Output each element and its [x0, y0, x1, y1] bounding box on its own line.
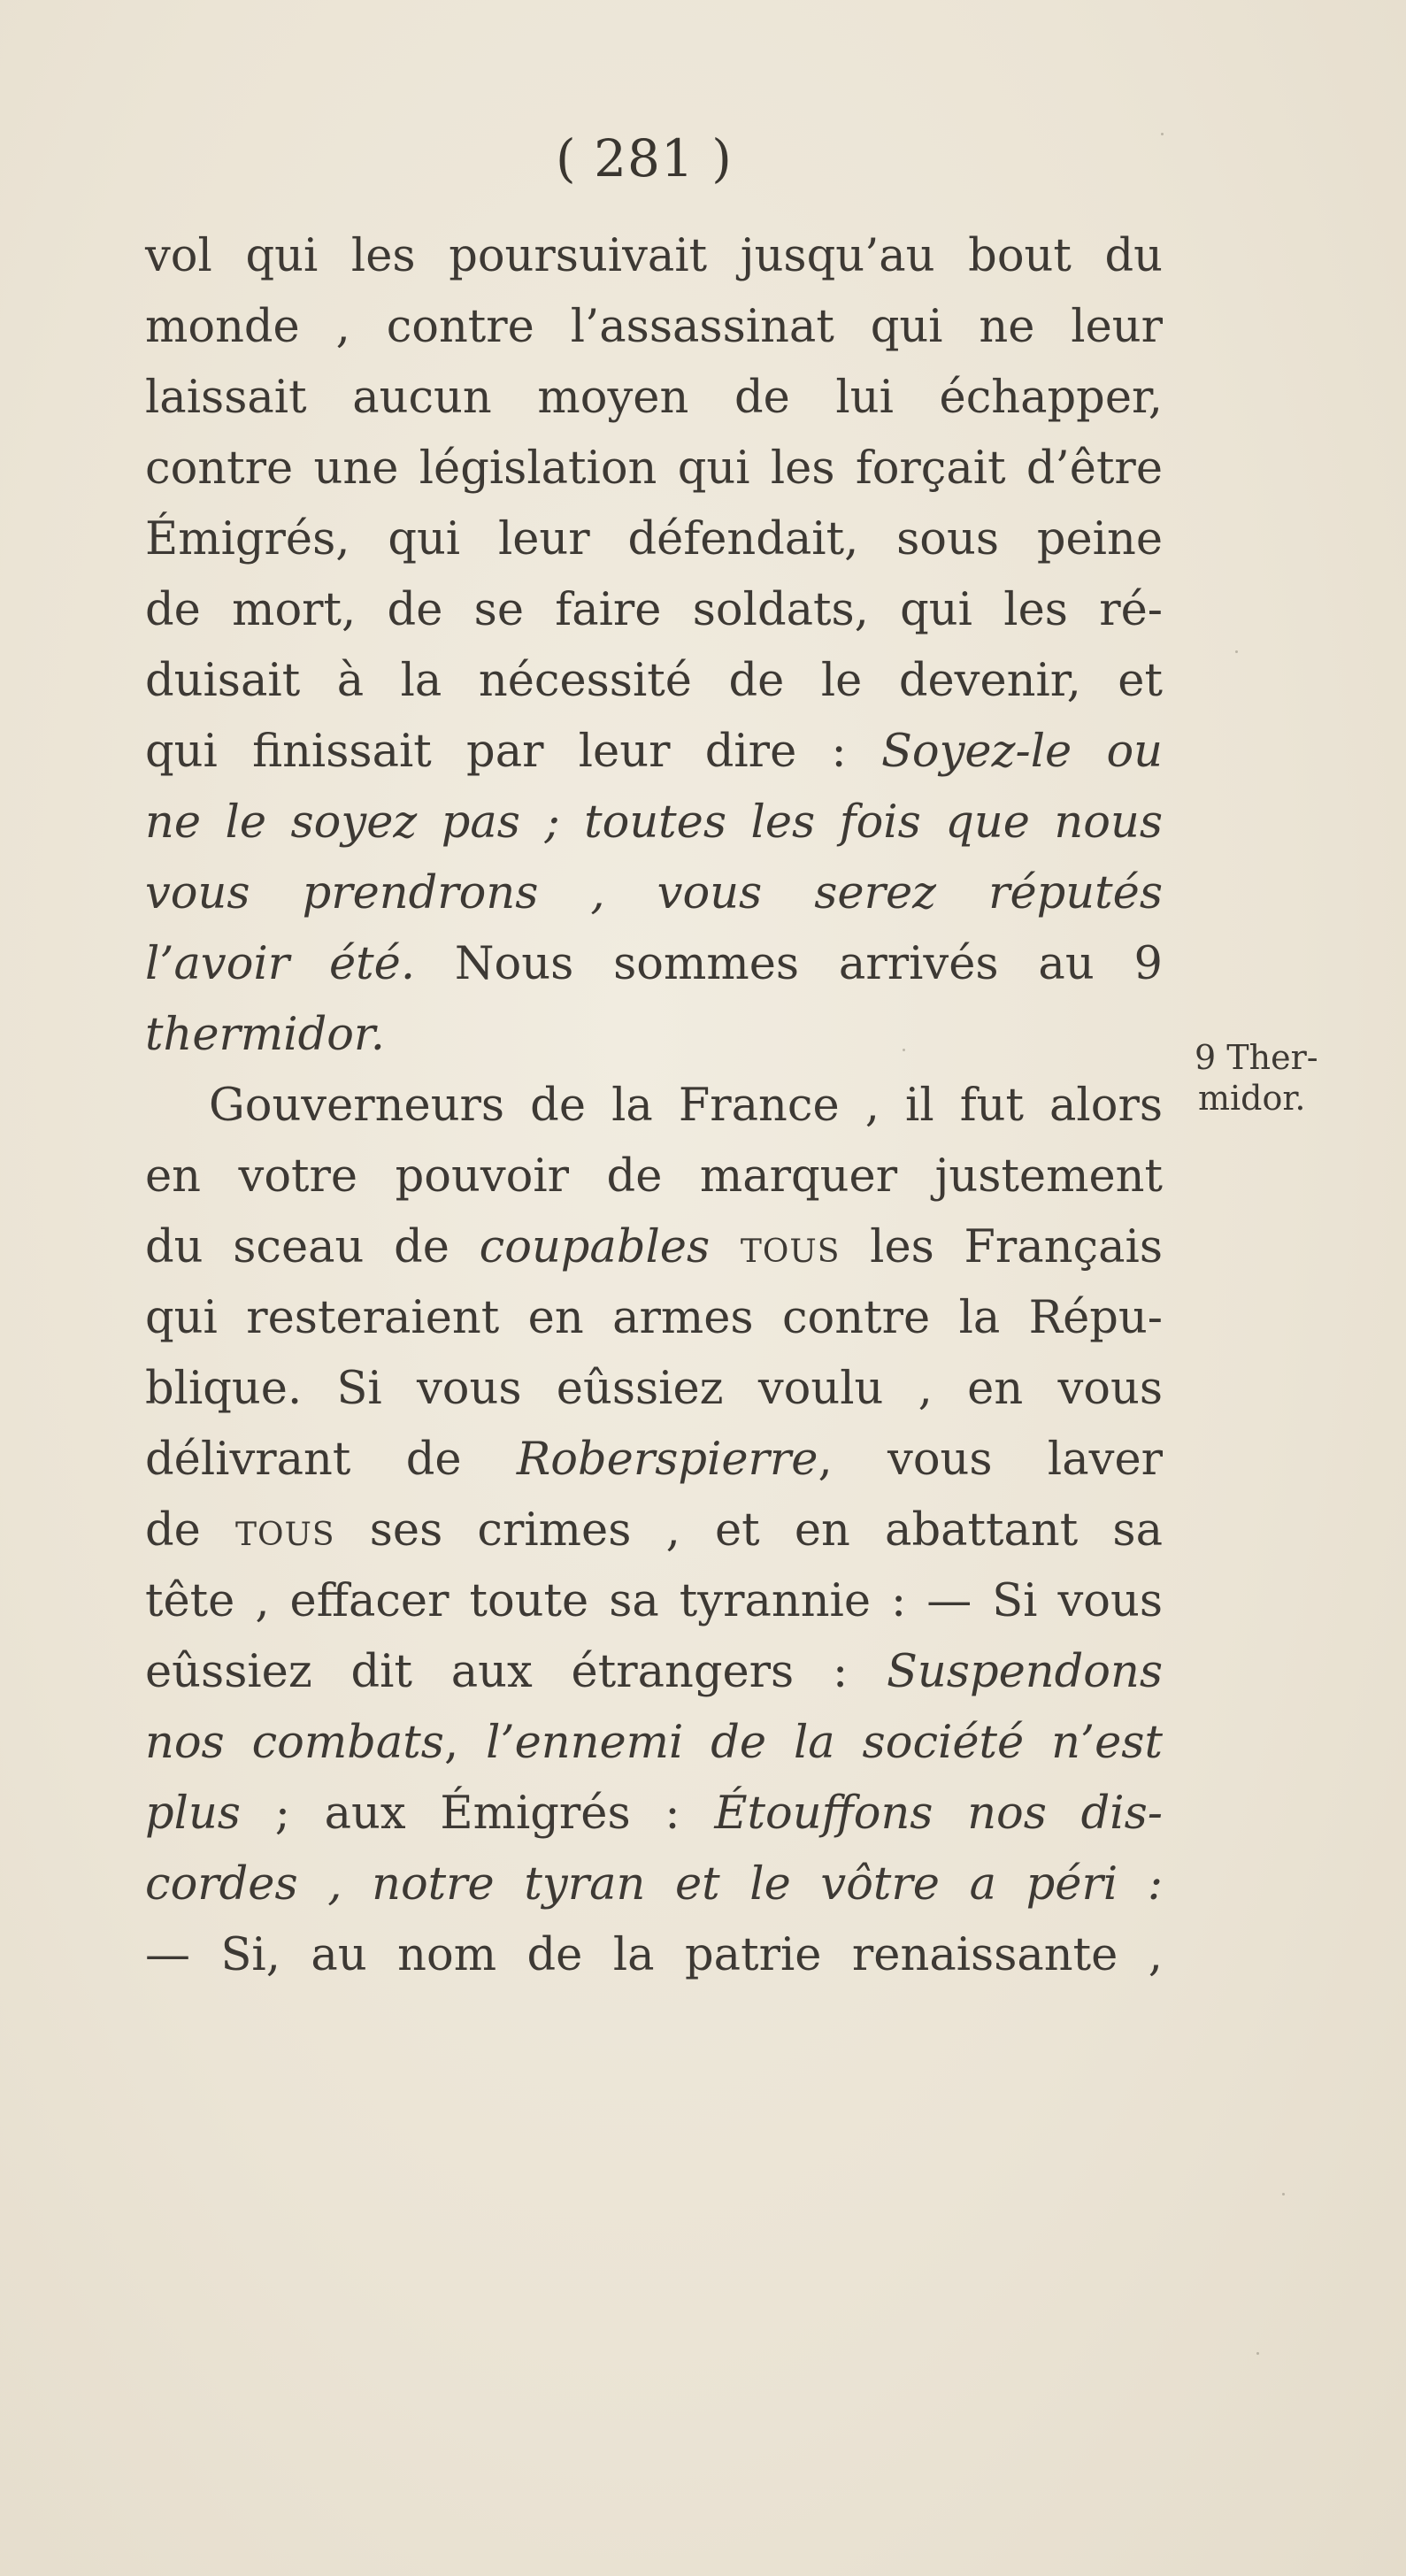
text-line [145, 292, 1163, 363]
text-segment: Roberspierre [516, 1434, 818, 1486]
text-segment: Gouverneurs de la France , il fut alors [209, 1080, 1163, 1132]
text-line [145, 1071, 1163, 1142]
text-line [145, 575, 1163, 646]
text-segment: en votre pouvoir de marquer justement [145, 1150, 1163, 1203]
text-line [145, 717, 1163, 788]
text-line [145, 646, 1163, 717]
text-segment: du sceau de [145, 1221, 480, 1273]
text-line [145, 434, 1163, 504]
text-segment: Étouffons nos dis- [714, 1788, 1164, 1840]
text-segment: tête , effacer toute sa tyrannie : — Si vous [145, 1575, 1163, 1627]
text-segment: Nous sommes arrivés au 9 [415, 938, 1163, 990]
text-segment: ses crimes , et en abattant sa [334, 1504, 1163, 1557]
text-segment: vous prendrons , vous serez réputés [145, 867, 1163, 919]
paper-speck [1161, 133, 1164, 135]
text-segment: vol qui les poursuivait jusqu’au bout du [145, 230, 1163, 282]
text-line [145, 504, 1163, 575]
page-number: ( 281 ) [556, 128, 733, 188]
text-segment: Soyez-le ou [880, 726, 1163, 778]
text-segment: tous [235, 1504, 335, 1557]
text-line [145, 1142, 1163, 1212]
text-line [145, 1000, 1163, 1071]
text-segment: plus [145, 1788, 241, 1840]
text-segment: , [443, 1717, 487, 1769]
paper-speck [903, 1049, 905, 1051]
text-line [145, 1425, 1163, 1496]
text-line [145, 929, 1163, 1000]
text-segment: , vous laver [818, 1434, 1164, 1486]
text-segment: laissait aucun moyen de lui échapper, [145, 372, 1163, 424]
text-line [145, 1354, 1163, 1425]
text-segment: ne le soyez pas ; toutes les fois que nous [145, 796, 1163, 849]
paper-speck [1256, 2352, 1259, 2355]
text-segment: nos combats [145, 1717, 444, 1769]
text-line [145, 1920, 1163, 1991]
text-line [145, 1637, 1163, 1708]
text-line [145, 858, 1163, 929]
paper-speck [1235, 650, 1238, 653]
text-segment: contre une législation qui les forçait d’être [145, 442, 1163, 495]
text-segment: délivrant de [145, 1434, 517, 1486]
text-line [145, 1283, 1163, 1354]
text-segment: coupables [479, 1221, 711, 1273]
text-segment: eûssiez dit aux étrangers : [145, 1646, 887, 1698]
margin-note-line-2: midor. [1198, 1079, 1306, 1118]
paper-speck [1282, 2193, 1285, 2195]
text-segment: Suspendons [886, 1646, 1163, 1698]
margin-note [1195, 1037, 1354, 1119]
text-segment: l’avoir été. [145, 938, 416, 990]
text-line [145, 221, 1163, 292]
text-line [145, 1566, 1163, 1637]
text-segment: tous [710, 1221, 841, 1273]
text-segment: cordes , notre tyran et le vôtre a péri : [145, 1858, 1163, 1911]
text-line [145, 363, 1163, 434]
text-segment: qui resteraient en armes contre la Répu- [145, 1292, 1163, 1344]
text-line [145, 788, 1163, 858]
text-line [145, 1849, 1163, 1920]
text-segment: — Si, au nom de la patrie renaissante , [145, 1929, 1163, 1981]
text-segment: de [145, 1504, 236, 1557]
text-segment: thermidor. [145, 1009, 385, 1061]
margin-note-line-1: 9 Ther- [1195, 1038, 1318, 1077]
text-segment: blique. Si vous eûssiez voulu , en vous [145, 1363, 1163, 1415]
text-line [145, 1212, 1163, 1283]
text-segment: l’ennemi de la société n’est [486, 1717, 1163, 1769]
text-segment: qui finissait par leur dire : [145, 726, 881, 778]
text-line [145, 1708, 1163, 1779]
text-line [145, 1779, 1163, 1849]
text-segment: Émigrés, qui leur défendait, sous peine [145, 513, 1163, 565]
text-segment: monde , contre l’assassinat qui ne leur [145, 301, 1163, 353]
text-line [145, 1496, 1163, 1566]
text-segment: les Français [840, 1221, 1164, 1273]
text-segment: ; aux Émigrés : [240, 1788, 715, 1840]
text-segment: duisait à la nécessité de le devenir, et [145, 655, 1163, 707]
text-segment: de mort, de se faire soldats, qui les ré- [145, 584, 1163, 636]
